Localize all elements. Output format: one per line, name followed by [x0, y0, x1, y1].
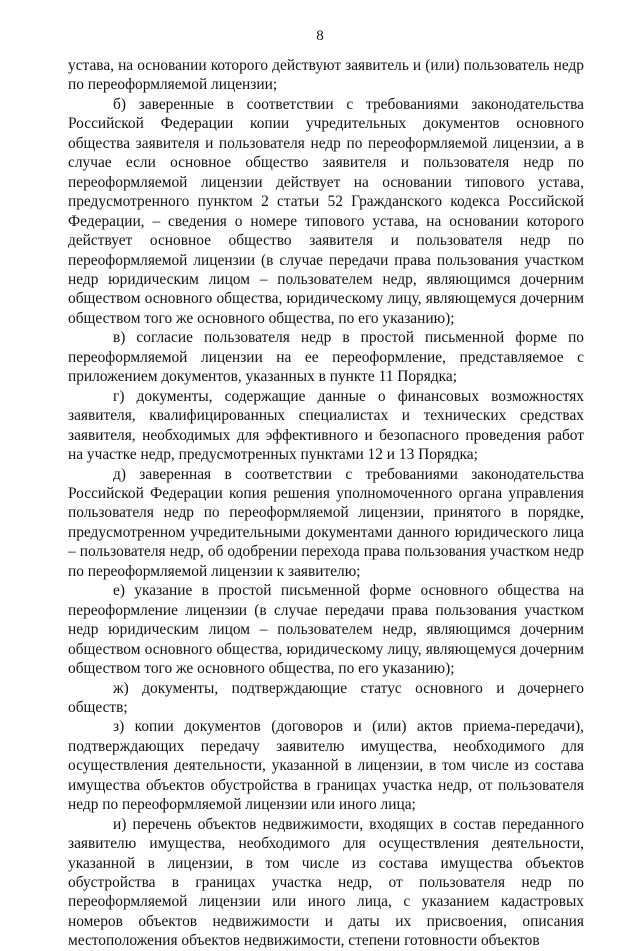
- paragraph-i: и) перечень объектов недвижимости, входящих в состав переданного заявителю имущества, необходимого для осуществления деятельности, указанной в лицензии, в том числе из состава имущества объектов обустройства в границах участка недр, от пользователя недр по переоформляемой лицензии или иного лица, с указанием кадастровых номеров объектов недвижимости и даты их присвоения, описания местоположения объектов недвижимости, степени готовности объектов: [68, 815, 584, 950]
- paragraph-z: з) копии документов (договоров и (или) актов приема-передачи), подтверждающих передачу заявителю имущества, необходимого для осуществления деятельности, указанной в лицензии, в том числе из состава имущества объектов обустройства в границах участка недр, от пользователя недр по переоформляемой лицензии или иного лица;: [68, 718, 584, 814]
- paragraph-g: г) документы, содержащие данные о финансовых возможностях заявителя, квалифицированных специалистах и технических средствах заявителя, необходимых для эффективного и безопасного проведения работ на участке недр, предусмотренных пунктами 12 и 13 Порядка;: [68, 387, 584, 464]
- paragraph-d: д) заверенная в соответствии с требованиями законодательства Российской Федерации копия решения уполномоченного органа управления пользователя недр по переоформляемой лицензии, принятого в порядке, предусмотренном учредительными документами данного юридического лица – пользователя недр, об одобрении перехода права пользования участком недр по переоформляемой лицензии к заявителю;: [68, 465, 584, 580]
- paragraph-a-continuation: устава, на основании которого действуют заявитель и (или) пользователь недр по переоформляемой лицензии;: [68, 57, 584, 94]
- page-number: 8: [316, 28, 324, 44]
- paragraph-v: в) согласие пользователя недр в простой письменной форме по переоформляемой лицензии на ее переоформление, представляемое с приложением документов, указанных в пункте 11 Порядка;: [68, 329, 584, 386]
- document-body: [68, 56, 584, 951]
- paragraph-zh: ж) документы, подтверждающие статус основного и дочернего обществ;: [68, 679, 584, 716]
- paragraph-b: б) заверенные в соответствии с требованиями законодательства Российской Федерации копии учредительных документов основного общества заявителя и пользователя недр по переоформляемой лицензии, а в случае если основное общество заявителя и пользователя недр по переоформляемой лицензии действует на основании типового устава, предусмотренного пунктом 2 статьи 52 Гражданского кодекса Российской Федерации, – сведения о номере типового устава, на основании которого действует основное общество заявителя и пользователя недр по переоформляемой лицензии (в случае передачи права пользования участком недр юридическим лицом – пользователем недр, являющимся дочерним обществом основного общества, юридическому лицу, являющемуся дочерним обществом того же основного общества, по его указанию);: [68, 95, 584, 327]
- paragraph-e: е) указание в простой письменной форме основного общества на переоформление лицензии (в случае передачи права пользования участком недр юридическим лицом – пользователем недр, являющимся дочерним обществом основного общества, юридическому лицу, являющемуся дочерним обществом того же основного общества, по его указанию);: [68, 582, 584, 678]
